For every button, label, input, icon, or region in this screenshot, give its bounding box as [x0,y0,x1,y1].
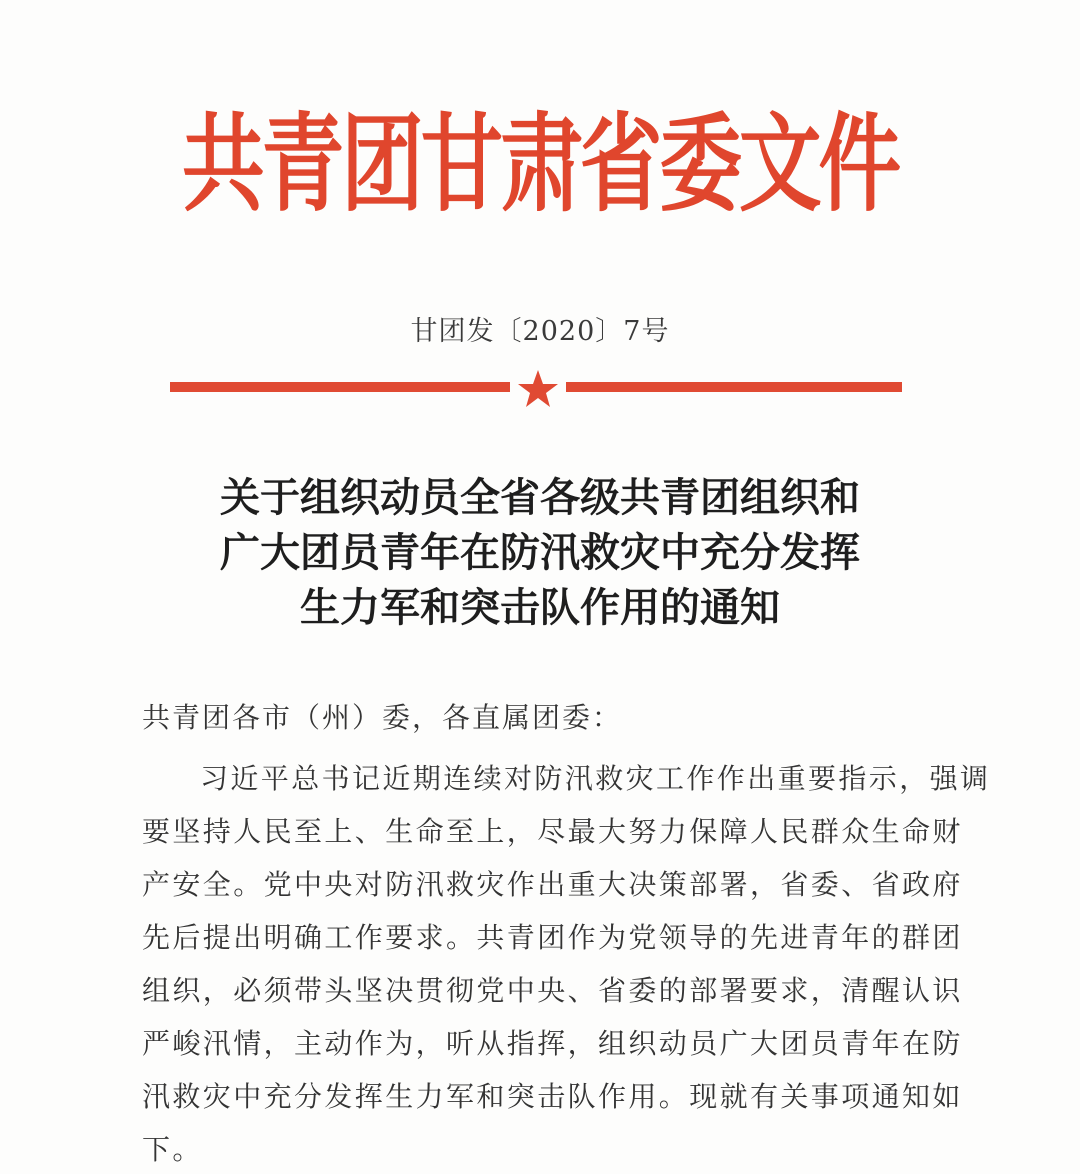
star-icon [515,368,561,408]
separator-line-right [566,382,902,392]
title-line: 关于组织动员全省各级共青团组织和 [220,474,860,521]
body-line: 要坚持人民至上、生命至上，尽最大努力保障人民群众生命财 [142,815,963,848]
body-line: 产安全。党中央对防汛救灾作出重大决策部署，省委、省政府 [142,868,963,901]
document-title [0,470,1080,635]
title-line: 广大团员青年在防汛救灾中充分发挥 [220,529,860,576]
body-line: 习近平总书记近期连续对防汛救灾工作作出重要指示，强调 [200,762,991,795]
salutation: 共青团各市（州）委，各直属团委： [142,701,623,734]
body-line: 组织，必须带头坚决贯彻党中央、省委的部署要求，清醒认识 [142,974,963,1007]
body-line: 先后提出明确工作要求。共青团作为党领导的先进青年的群团 [142,921,963,954]
body-line: 下。 [142,1133,203,1166]
red-separator [170,368,905,408]
document-masthead: 共青团甘肃省委文件 [181,103,899,226]
title-line: 生力军和突击队作用的通知 [300,584,780,631]
body-paragraph [142,752,991,1176]
body-line: 严峻汛情，主动作为，听从指挥，组织动员广大团员青年在防 [142,1027,963,1060]
document-number: 甘团发〔2020〕7号 [410,316,670,347]
separator-line-left [170,382,510,392]
body-line: 汛救灾中充分发挥生力军和突击队作用。现就有关事项通知如 [142,1080,963,1113]
